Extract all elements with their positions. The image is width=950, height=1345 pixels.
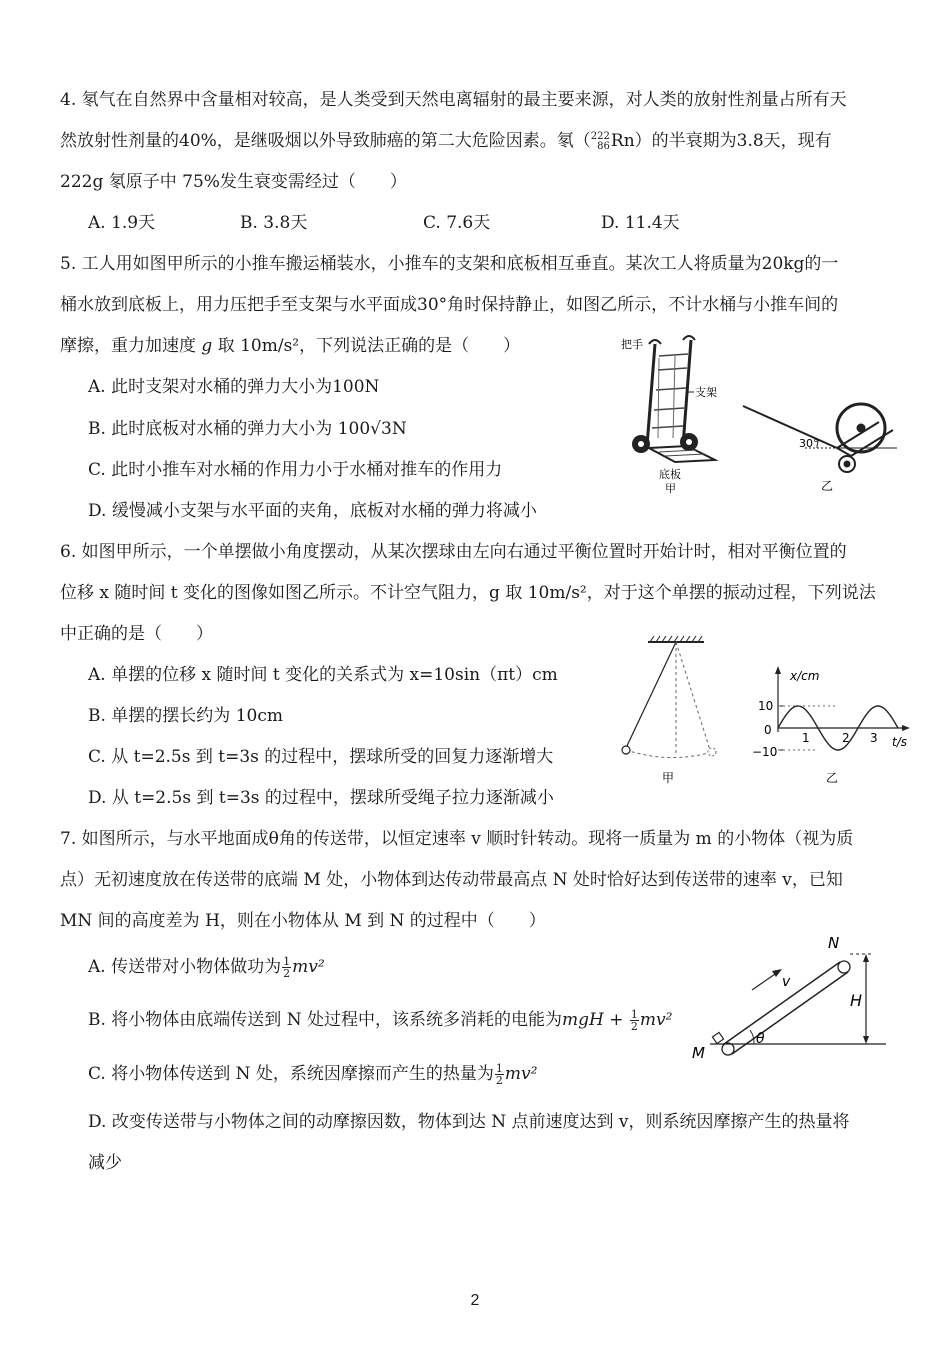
q7-option-a[interactable]	[88, 955, 325, 979]
fraction-numerator: 1	[283, 955, 291, 968]
fraction-denominator: 2	[283, 967, 291, 980]
q5-option-b-text: B. 此时底板对水桶的弹力大小为 100	[88, 419, 371, 439]
q5-option-b[interactable]	[88, 417, 407, 441]
q7-option-c-text: C. 将小物体传送到 N 处，系统因摩擦而产生的热量为	[88, 1064, 494, 1084]
angle-theta-label: θ	[756, 1031, 765, 1047]
height-h-label: H	[850, 991, 863, 1010]
q4-stem-line2-b: ）的半衰期为3.8天，现有	[634, 131, 832, 151]
q6-option-c[interactable]: C. 从 t=2.5s 到 t=3s 的过程中，摆球所受的回复力逐渐增大	[88, 747, 554, 767]
q7-option-d-line2[interactable]: 减少	[88, 1153, 122, 1173]
potential-term: mgH +	[561, 1010, 629, 1030]
newton-unit: N	[391, 419, 407, 439]
figure-yi-label: 乙	[821, 479, 834, 493]
q6-option-a[interactable]: A. 单摆的位移 x 随时间 t 变化的关系式为 x=10sin（πt）cm	[88, 665, 558, 685]
q5-option-a[interactable]: A. 此时支架对水桶的弹力大小为100N	[88, 377, 380, 397]
q7-option-c[interactable]	[88, 1062, 537, 1086]
point-n-label: N	[828, 934, 840, 952]
q6-stem-line2: 位移 x 随时间 t 变化的图像如图乙所示。不计空气阻力，g 取 10m/s²，对于这个单摆的振动过程，下列说法	[60, 583, 876, 603]
q7-option-b-text: B. 将小物体由底端传送到 N 处过程中，该系统多消耗的电能为	[88, 1010, 562, 1030]
q5-option-c[interactable]: C. 此时小推车对水桶的作用力小于水桶对推车的作用力	[88, 460, 503, 480]
q4-option-a[interactable]: A. 1.9天	[88, 213, 156, 233]
q6-stem-line1: 6. 如图甲所示，一个单摆做小角度摆动，从某次摆球由左向右通过平衡位置时开始计时，相对平衡位置的	[60, 542, 847, 562]
one-half-fraction	[495, 1063, 504, 1086]
kinetic-term: mv²	[504, 1064, 538, 1084]
tick-x-3: 3	[870, 731, 878, 745]
q4-option-d[interactable]: D. 11.4天	[601, 213, 680, 233]
velocity-v-label: v	[782, 974, 791, 990]
q4-option-b[interactable]: B. 3.8天	[240, 213, 308, 233]
q6-figure	[612, 630, 912, 790]
kinetic-term: mv²	[292, 957, 325, 977]
q5-figure	[615, 328, 905, 498]
q7-option-b[interactable]	[88, 1008, 672, 1032]
kinetic-term: mv²	[639, 1010, 673, 1030]
q4-stem-line1: 4. 氡气在自然界中含量相对较高，是人类受到天然电离辐射的最主要来源，对人类的放射性剂量占所有天	[60, 90, 847, 110]
q4-stem-line2	[60, 129, 832, 153]
figure-yi-label: 乙	[826, 771, 839, 785]
fraction-denominator: 2	[495, 1074, 503, 1087]
handle-label: 把手	[621, 338, 643, 351]
nuclide-atomic-number: 86	[597, 140, 610, 152]
t-axis-label-s: t/s	[892, 735, 907, 749]
q7-option-d-line1[interactable]: D. 改变传送带与小物体之间的动摩擦因数，物体到达 N 点前速度达到 v，则系统因摩擦产生的热量将	[88, 1112, 850, 1132]
one-half-fraction	[630, 1009, 639, 1032]
nuclide-mass-number: 222	[590, 130, 610, 142]
frame-label: 支架	[695, 386, 717, 399]
base-label: 底板	[659, 468, 681, 481]
q5-stem-line3	[60, 334, 520, 358]
q7-option-a-text: A. 传送带对小物体做功为	[88, 957, 282, 977]
point-m-label: M	[692, 1044, 705, 1062]
q7-stem-line3: MN 间的高度差为 H，则在小物体从 M 到 N 的过程中（ ）	[60, 911, 546, 931]
angle-label: 30°	[799, 437, 819, 450]
one-half-fraction	[282, 956, 291, 979]
q5-option-d[interactable]: D. 缓慢减小支架与水平面的夹角，底板对水桶的弹力将减小	[88, 501, 537, 521]
q4-stem-line2-a: 然放射性剂量的40%，是继吸烟以外导致肺癌的第二大危险因素。氡（	[60, 131, 591, 151]
sqrt-three: √3	[370, 419, 392, 439]
figure-jia-label: 甲	[662, 771, 675, 785]
nuclide-symbol: Rn	[610, 131, 635, 151]
q4-option-c[interactable]: C. 7.6天	[423, 213, 491, 233]
fraction-numerator: 1	[630, 1008, 638, 1021]
q6-option-b[interactable]: B. 单摆的摆长约为 10cm	[88, 706, 283, 726]
tick-y-neg10: −10	[752, 745, 778, 759]
q6-option-d[interactable]: D. 从 t=2.5s 到 t=3s 的过程中，摆球所受绳子拉力逐渐减小	[88, 788, 554, 808]
q5-stem-line3-b: 取 10m/s²，下列说法正确的是（ ）	[217, 336, 521, 356]
tick-y-10: 10	[758, 699, 774, 713]
tick-y-0: 0	[764, 723, 772, 737]
page-number: 2	[470, 1292, 480, 1309]
x-axis-label-cm: x/cm	[790, 669, 820, 683]
fraction-denominator: 2	[630, 1020, 638, 1033]
q7-figure	[690, 930, 890, 1070]
q5-stem-line3-a: 摩擦，重力加速度	[60, 336, 196, 356]
q7-stem-line2: 点）无初速度放在传送带的底端 M 处，小物体到达传动带最高点 N 处时恰好达到传送带的速率 v，已知	[60, 870, 843, 890]
figure-jia-label: 甲	[665, 482, 676, 495]
q6-stem-line3: 中正确的是（ ）	[60, 624, 213, 644]
gravity-symbol: g	[201, 336, 213, 356]
q5-stem-line1: 5. 工人用如图甲所示的小推车搬运桶装水，小推车的支架和底板相互垂直。某次工人将质量为20kg的一	[60, 254, 839, 274]
q5-stem-line2: 桶水放到底板上，用力压把手至支架与水平面成30°角时保持静止，如图乙所示，不计水桶与小推车间的	[60, 295, 839, 315]
tick-x-1: 1	[802, 731, 810, 745]
q7-stem-line1: 7. 如图所示，与水平地面成θ角的传送带，以恒定速率 v 顺时针转动。现将一质量为 m 的小物体（视为质	[60, 829, 854, 849]
fraction-numerator: 1	[495, 1062, 503, 1075]
q4-stem-line3: 222g 氡原子中 75%发生衰变需经过（ ）	[60, 172, 407, 192]
radon-nuclide-notation	[591, 132, 610, 152]
tick-x-2: 2	[842, 731, 850, 745]
